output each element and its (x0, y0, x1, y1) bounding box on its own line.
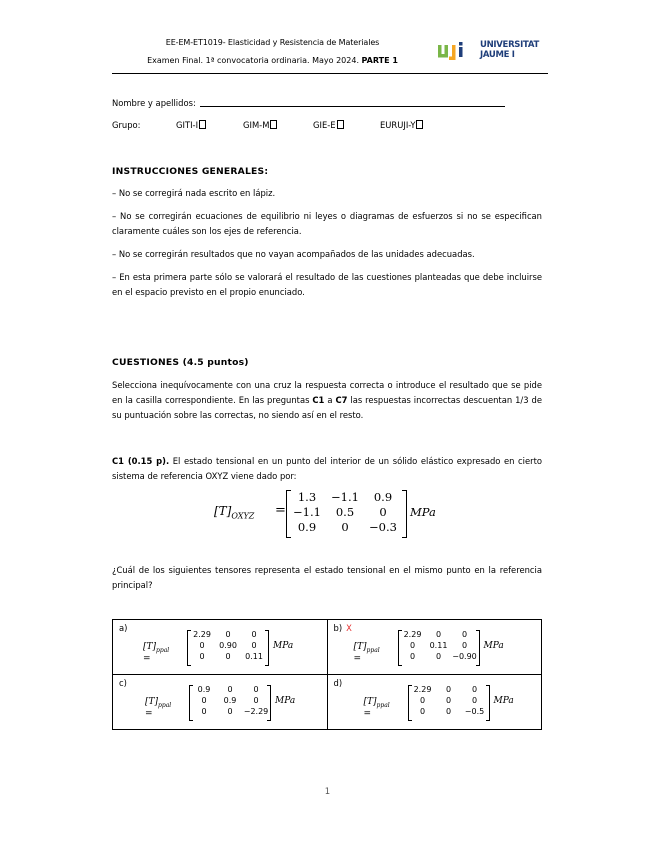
checkbox-icon[interactable] (199, 120, 206, 129)
group-option-euruji[interactable]: EURUJI-Y (380, 120, 423, 130)
tensor-lhs: $[T]_{OXYZ}$ (214, 504, 255, 521)
group-option-gie[interactable]: GIE-E (313, 120, 344, 130)
instruction-item: – En esta primera parte sólo se valorará el resultado de las cuestiones planteadas que debe incluirse en el espacio previsto en el propio enunciado. (112, 272, 542, 297)
option-unit: MPa (483, 641, 504, 651)
option-matrix-cell: 0 (419, 707, 426, 716)
option-tensor-lhs: $[T]_{ppal}$ = (363, 697, 390, 719)
option-matrix-cell: 0 (253, 685, 259, 694)
option-matrix-cell: 0 (419, 696, 426, 705)
option-b[interactable]: b) X $[T]_{ppal}$ = 2.29 0 0 0 0.11 0 0 0 −0.90 MPa (327, 620, 542, 675)
university-logo (438, 40, 548, 62)
logo-line1: UNIVERSITAT (480, 40, 539, 50)
option-matrix-cell: 0 (461, 630, 468, 639)
option-matrix-cell: 0 (227, 685, 233, 694)
option-matrix-cell: −0.5 (464, 707, 485, 716)
unit-label: MPa (410, 505, 436, 519)
equals-sign: = (275, 503, 286, 518)
matrix-cell: 0.5 (335, 505, 355, 519)
option-d[interactable]: d) $[T]_{ppal}$ = 2.29 0 0 0 0 0 0 0 −0.5 MPa (327, 675, 542, 730)
option-a[interactable]: a) $[T]_{ppal}$ = 2.29 0 0 0 0.90 0 0 0 0.11 MPa (113, 620, 328, 675)
option-matrix-cell: 0 (201, 696, 207, 705)
page-number: 1 (324, 787, 331, 797)
instruction-item: – No se corregirán ecuaciones de equilibrio ni leyes o diagramas de esfuerzos si no se especifican claramente cuáles son los ejes de referencia. (112, 211, 542, 236)
option-matrix-cell: 0 (471, 685, 478, 694)
option-matrix-cell: 2.29 (193, 630, 211, 639)
name-field[interactable] (200, 106, 505, 107)
option-matrix-cell: 0 (435, 630, 442, 639)
option-matrix-cell: 0 (445, 707, 452, 716)
matrix-body (288, 490, 404, 536)
answer-mark: X (346, 623, 352, 633)
option-matrix-cell: 0 (251, 630, 257, 639)
option-matrix-cell: 0 (445, 685, 452, 694)
option-matrix-cell: 0.90 (219, 641, 237, 650)
checkbox-icon[interactable] (416, 120, 423, 129)
exam-title: Examen Final. 1ª convocatoria ordinaria. Mayo 2024. PARTE 1 (147, 56, 398, 65)
instructions-title: INSTRUCCIONES GENERALES: (112, 166, 269, 177)
matrix-cell: −1.1 (331, 490, 359, 504)
name-label: Nombre y apellidos: (112, 98, 196, 108)
instruction-item: – No se corregirá nada escrito en lápiz. (112, 188, 276, 198)
option-matrix-cell: 0 (471, 696, 478, 705)
questions-intro: Selecciona inequívocamente con una cruz la respuesta correcta o introduce el resultado que se pide en la casilla correspondiente. En las preguntas C1 a C7 las respuestas incorrectas descuentan 1/3 de su puntuación sobre las correctas, no siendo así en el resto. (112, 380, 542, 420)
option-matrix-cell: 0 (199, 652, 205, 661)
matrix-cell: 0 (379, 505, 387, 519)
option-matrix-cell: 0 (435, 652, 442, 661)
matrix-cell: −0.3 (369, 520, 397, 534)
c1-question: ¿Cuál de los siguientes tensores representa el estado tensional en el mismo punto en la referencia principal? (112, 565, 542, 590)
option-matrix-cell: 0.9 (223, 696, 237, 705)
option-unit: MPa (493, 696, 514, 706)
checkbox-icon[interactable] (270, 120, 277, 129)
option-matrix-cell: 0 (225, 630, 231, 639)
option-matrix-cell: 0 (225, 652, 231, 661)
option-matrix-cell: −2.29 (243, 707, 269, 716)
checkbox-icon[interactable] (337, 120, 344, 129)
option-c[interactable]: c) $[T]_{ppal}$ = 0.9 0 0 0 0.9 0 0 0 −2.29 MPa (113, 675, 328, 730)
group-option-giti[interactable]: GITI-I (176, 120, 206, 130)
option-matrix-cell: −0.90 (452, 652, 477, 661)
option-matrix-cell: 2.29 (413, 685, 432, 694)
option-matrix-cell: 0 (251, 641, 257, 650)
uji-logo-icon (438, 42, 476, 60)
course-title: EE-EM-ET1019- Elasticidad y Resistencia de Materiales (165, 38, 380, 47)
option-tensor-lhs: $[T]_{ppal}$ = (143, 642, 170, 664)
option-matrix-cell: 0 (461, 641, 468, 650)
option-matrix-cell: 0 (445, 696, 452, 705)
option-tensor-lhs: $[T]_{ppal}$ = (353, 642, 380, 664)
option-tensor-lhs: $[T]_{ppal}$ = (145, 697, 172, 719)
matrix-cell: 0 (341, 520, 349, 534)
c1-statement: C1 (0.15 p). El estado tensional en un punto del interior de un sólido elástico expresado en cierto sistema de referencia OXYZ viene dado por: (112, 456, 542, 481)
instruction-item: – No se corregirán resultados que no vayan acompañados de las unidades adecuadas. (112, 249, 475, 259)
option-matrix-cell: 0 (227, 707, 233, 716)
option-matrix-cell: 0 (199, 641, 205, 650)
option-matrix-cell: 0.11 (245, 652, 263, 661)
logo-line2: JAUME I (480, 49, 515, 60)
questions-title: CUESTIONES (4.5 puntos) (112, 357, 249, 368)
group-label: Grupo: (112, 120, 141, 130)
options-table (112, 619, 542, 730)
header-rule (112, 73, 548, 74)
group-option-gim[interactable]: GIM-M (243, 120, 277, 130)
option-matrix-cell: 0.11 (429, 641, 448, 650)
matrix-cell: 1.3 (297, 490, 317, 504)
matrix-cell: −1.1 (293, 505, 321, 519)
option-matrix-cell: 0 (409, 652, 416, 661)
option-matrix-cell: 0 (409, 641, 416, 650)
option-matrix-cell: 0 (201, 707, 207, 716)
matrix-cell: 0.9 (373, 490, 393, 504)
option-unit: MPa (273, 641, 294, 651)
option-unit: MPa (275, 696, 296, 706)
option-matrix-cell: 0.9 (197, 685, 211, 694)
option-matrix-cell: 2.29 (403, 630, 422, 639)
option-matrix-cell: 0 (253, 696, 259, 705)
main-tensor (210, 490, 450, 540)
matrix-cell: 0.9 (297, 520, 317, 534)
